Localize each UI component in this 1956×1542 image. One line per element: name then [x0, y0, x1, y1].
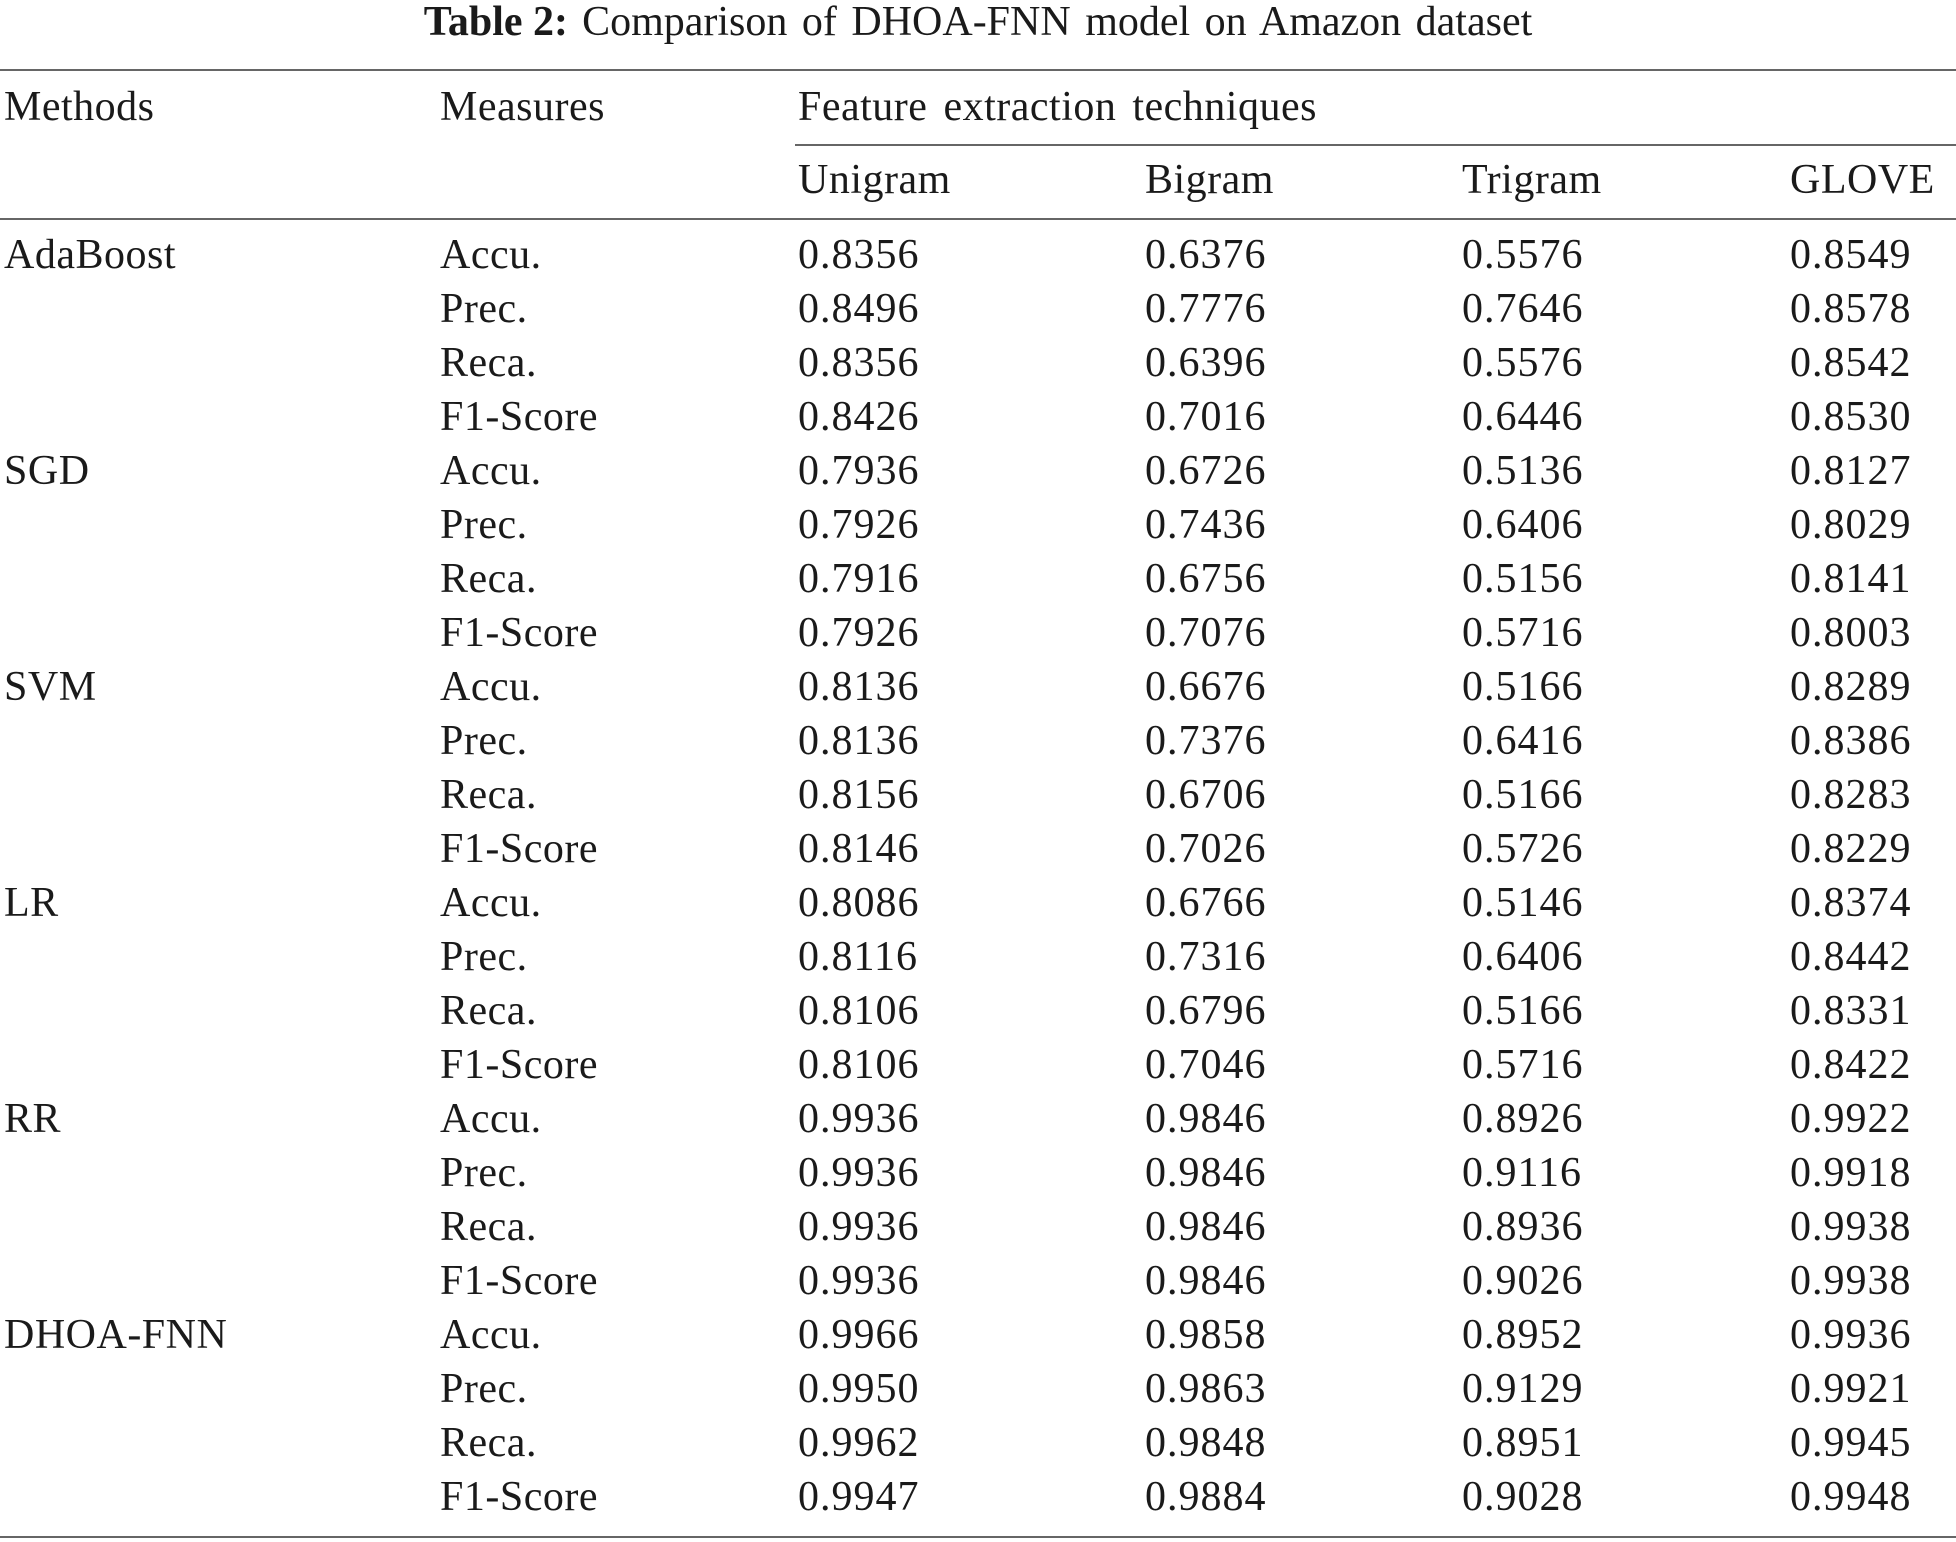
cell-measure: Reca.: [440, 1420, 537, 1466]
cell-measure: F1-Score: [440, 610, 598, 656]
cell-bigram: 0.6376: [1145, 232, 1267, 278]
cell-glove: 0.9922: [1790, 1096, 1912, 1142]
cell-unigram: 0.8106: [798, 988, 920, 1034]
cell-bigram: 0.9863: [1145, 1366, 1267, 1412]
bottom-rule: [0, 1536, 1956, 1538]
cell-trigram: 0.5146: [1462, 880, 1584, 926]
cell-glove: 0.8549: [1790, 232, 1912, 278]
cell-bigram: 0.9846: [1145, 1096, 1267, 1142]
cell-trigram: 0.9129: [1462, 1366, 1584, 1412]
cell-method: LR: [4, 880, 59, 926]
cell-bigram: 0.7316: [1145, 934, 1267, 980]
header-rule: [0, 218, 1956, 220]
cell-trigram: 0.9116: [1462, 1150, 1582, 1196]
group-underline: [795, 144, 1956, 146]
cell-glove: 0.9936: [1790, 1312, 1912, 1358]
cell-glove: 0.8283: [1790, 772, 1912, 818]
cell-bigram: 0.7016: [1145, 394, 1267, 440]
cell-measure: Prec.: [440, 502, 528, 548]
cell-unigram: 0.8146: [798, 826, 920, 872]
header-trigram: Trigram: [1462, 157, 1602, 203]
cell-unigram: 0.8116: [798, 934, 918, 980]
cell-bigram: 0.9848: [1145, 1420, 1267, 1466]
cell-trigram: 0.5576: [1462, 340, 1584, 386]
cell-glove: 0.8442: [1790, 934, 1912, 980]
cell-bigram: 0.9884: [1145, 1474, 1267, 1520]
cell-trigram: 0.7646: [1462, 286, 1584, 332]
cell-unigram: 0.9936: [798, 1258, 920, 1304]
cell-trigram: 0.5166: [1462, 772, 1584, 818]
cell-bigram: 0.7376: [1145, 718, 1267, 764]
cell-trigram: 0.8952: [1462, 1312, 1584, 1358]
cell-unigram: 0.7926: [798, 610, 920, 656]
cell-glove: 0.8029: [1790, 502, 1912, 548]
table-caption: [0, 0, 1956, 48]
cell-trigram: 0.5166: [1462, 664, 1584, 710]
cell-method: SVM: [4, 664, 97, 710]
header-methods: Methods: [4, 84, 155, 130]
cell-bigram: 0.7026: [1145, 826, 1267, 872]
cell-unigram: 0.7936: [798, 448, 920, 494]
cell-glove: 0.8578: [1790, 286, 1912, 332]
cell-measure: F1-Score: [440, 826, 598, 872]
cell-bigram: 0.6396: [1145, 340, 1267, 386]
cell-glove: 0.9918: [1790, 1150, 1912, 1196]
cell-glove: 0.9948: [1790, 1474, 1912, 1520]
header-glove: GLOVE: [1790, 157, 1935, 203]
cell-measure: Reca.: [440, 772, 537, 818]
cell-glove: 0.8422: [1790, 1042, 1912, 1088]
cell-bigram: 0.6756: [1145, 556, 1267, 602]
cell-glove: 0.8003: [1790, 610, 1912, 656]
cell-unigram: 0.8136: [798, 664, 920, 710]
cell-bigram: 0.6766: [1145, 880, 1267, 926]
cell-unigram: 0.7916: [798, 556, 920, 602]
cell-bigram: 0.7776: [1145, 286, 1267, 332]
cell-trigram: 0.6406: [1462, 502, 1584, 548]
cell-unigram: 0.8136: [798, 718, 920, 764]
cell-glove: 0.8127: [1790, 448, 1912, 494]
cell-measure: Accu.: [440, 880, 542, 926]
cell-bigram: 0.9846: [1145, 1204, 1267, 1250]
caption-label: Table 2:: [423, 0, 569, 45]
cell-trigram: 0.5716: [1462, 1042, 1584, 1088]
caption-title: Comparison of DHOA-FNN model on Amazon dataset: [582, 0, 1533, 45]
cell-trigram: 0.6406: [1462, 934, 1584, 980]
cell-unigram: 0.9950: [798, 1366, 920, 1412]
cell-unigram: 0.8106: [798, 1042, 920, 1088]
cell-measure: Accu.: [440, 664, 542, 710]
cell-glove: 0.8542: [1790, 340, 1912, 386]
cell-unigram: 0.8356: [798, 232, 920, 278]
cell-measure: Accu.: [440, 448, 542, 494]
cell-unigram: 0.9936: [798, 1204, 920, 1250]
cell-bigram: 0.6676: [1145, 664, 1267, 710]
cell-bigram: 0.6796: [1145, 988, 1267, 1034]
cell-bigram: 0.9858: [1145, 1312, 1267, 1358]
cell-measure: Accu.: [440, 1312, 542, 1358]
cell-glove: 0.8141: [1790, 556, 1912, 602]
cell-unigram: 0.8356: [798, 340, 920, 386]
cell-measure: F1-Score: [440, 1474, 598, 1520]
cell-glove: 0.8229: [1790, 826, 1912, 872]
cell-glove: 0.8331: [1790, 988, 1912, 1034]
cell-measure: F1-Score: [440, 394, 598, 440]
cell-measure: Reca.: [440, 556, 537, 602]
header-feature-group: Feature extraction techniques: [798, 84, 1317, 130]
cell-measure: F1-Score: [440, 1258, 598, 1304]
cell-unigram: 0.8156: [798, 772, 920, 818]
cell-bigram: 0.7436: [1145, 502, 1267, 548]
cell-trigram: 0.5156: [1462, 556, 1584, 602]
cell-trigram: 0.5136: [1462, 448, 1584, 494]
cell-unigram: 0.8426: [798, 394, 920, 440]
cell-trigram: 0.8936: [1462, 1204, 1584, 1250]
header-measures: Measures: [440, 84, 605, 130]
cell-bigram: 0.6706: [1145, 772, 1267, 818]
cell-measure: Prec.: [440, 718, 528, 764]
cell-glove: 0.9945: [1790, 1420, 1912, 1466]
cell-glove: 0.9938: [1790, 1258, 1912, 1304]
cell-bigram: 0.9846: [1145, 1258, 1267, 1304]
cell-bigram: 0.7046: [1145, 1042, 1267, 1088]
cell-unigram: 0.9947: [798, 1474, 920, 1520]
cell-method: SGD: [4, 448, 90, 494]
cell-unigram: 0.9936: [798, 1096, 920, 1142]
cell-unigram: 0.9966: [798, 1312, 920, 1358]
cell-unigram: 0.9936: [798, 1150, 920, 1196]
cell-trigram: 0.5716: [1462, 610, 1584, 656]
cell-unigram: 0.8086: [798, 880, 920, 926]
cell-glove: 0.8386: [1790, 718, 1912, 764]
header-unigram: Unigram: [798, 157, 951, 203]
top-rule: [0, 69, 1956, 71]
cell-measure: Accu.: [440, 232, 542, 278]
cell-glove: 0.8289: [1790, 664, 1912, 710]
cell-measure: Prec.: [440, 934, 528, 980]
cell-measure: Accu.: [440, 1096, 542, 1142]
cell-trigram: 0.5576: [1462, 232, 1584, 278]
cell-method: DHOA-FNN: [4, 1312, 228, 1358]
cell-trigram: 0.9026: [1462, 1258, 1584, 1304]
cell-bigram: 0.9846: [1145, 1150, 1267, 1196]
cell-unigram: 0.8496: [798, 286, 920, 332]
cell-trigram: 0.6446: [1462, 394, 1584, 440]
cell-glove: 0.9938: [1790, 1204, 1912, 1250]
cell-measure: Reca.: [440, 340, 537, 386]
cell-unigram: 0.7926: [798, 502, 920, 548]
cell-unigram: 0.9962: [798, 1420, 920, 1466]
cell-trigram: 0.8926: [1462, 1096, 1584, 1142]
cell-trigram: 0.8951: [1462, 1420, 1584, 1466]
header-bigram: Bigram: [1145, 157, 1274, 203]
cell-measure: F1-Score: [440, 1042, 598, 1088]
cell-glove: 0.8530: [1790, 394, 1912, 440]
cell-bigram: 0.6726: [1145, 448, 1267, 494]
cell-trigram: 0.6416: [1462, 718, 1584, 764]
cell-measure: Prec.: [440, 286, 528, 332]
cell-bigram: 0.7076: [1145, 610, 1267, 656]
cell-method: AdaBoost: [4, 232, 176, 278]
cell-glove: 0.9921: [1790, 1366, 1912, 1412]
cell-measure: Prec.: [440, 1150, 528, 1196]
cell-measure: Reca.: [440, 1204, 537, 1250]
cell-measure: Reca.: [440, 988, 537, 1034]
cell-measure: Prec.: [440, 1366, 528, 1412]
cell-glove: 0.8374: [1790, 880, 1912, 926]
cell-method: RR: [4, 1096, 62, 1142]
cell-trigram: 0.5726: [1462, 826, 1584, 872]
cell-trigram: 0.9028: [1462, 1474, 1584, 1520]
cell-trigram: 0.5166: [1462, 988, 1584, 1034]
